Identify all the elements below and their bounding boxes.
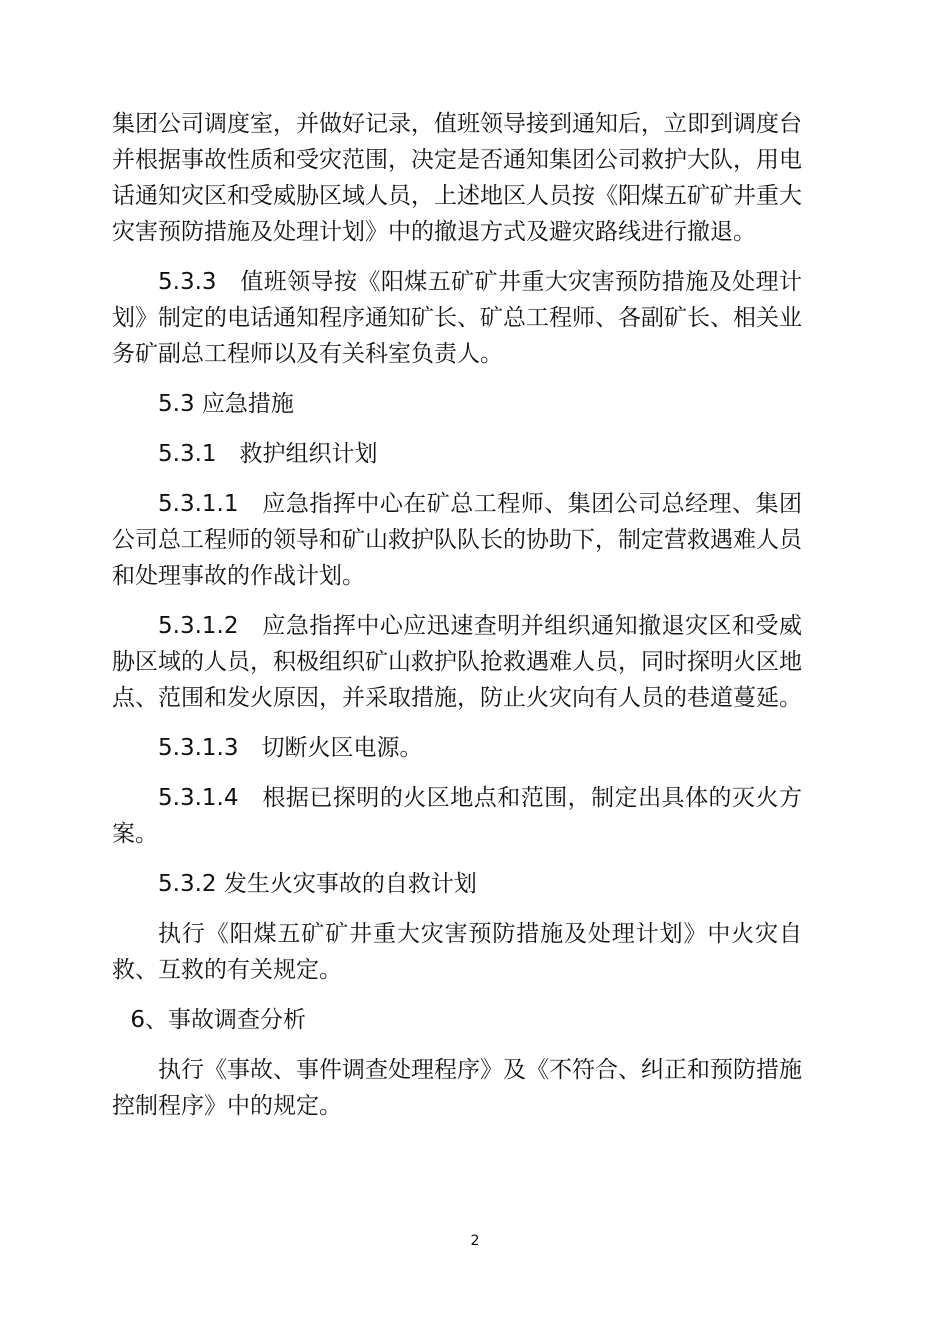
paragraph-5-3-3: 5.3.3 值班领导按《阳煤五矿矿井重大灾害预防措施及处理计划》制定的电话通知程序通知矿长、矿总工程师、各副矿长、相关业务矿副总工程师以及有关科室负责人。 <box>112 269 802 367</box>
paragraph-continuation: 集团公司调度室，并做好记录，值班领导接到通知后，立即到调度台并根据事故性质和受灾范围，决定是否通知集团公司救护大队，用电话通知灾区和受威胁区域人员，上述地区人员按《阳煤五矿矿井重大灾害预防措施及处理计划》中的撤退方式及避灾路线进行撤退。 <box>112 111 802 245</box>
paragraph-5-3-1-1: 5.3.1.1 应急指挥中心在矿总工程师、集团公司总经理、集团公司总工程师的领导和矿山救护队队长的协助下，制定营救遇难人员和处理事故的作战计划。 <box>112 491 802 589</box>
paragraph-5-3-1-3: 5.3.1.3 切断火区电源。 <box>158 735 423 761</box>
paragraph-5-3-1-2: 5.3.1.2 应急指挥中心应迅速查明并组织通知撤退灾区和受威胁区域的人员，积极组织矿山救护队抢救遇难人员，同时探明火区地点、范围和发火原因，并采取措施，防止火灾向有人员的巷道蔓延。 <box>112 613 802 711</box>
heading-5-3: 5.3 应急措施 <box>158 391 294 417</box>
heading-5-3-1: 5.3.1 救护组织计划 <box>158 441 378 467</box>
heading-section-6: 6、事故调查分析 <box>130 1007 307 1033</box>
document-body <box>112 106 802 1138</box>
page-number: 2 <box>470 1233 480 1249</box>
paragraph-5-3-1-4: 5.3.1.4 根据已探明的火区地点和范围，制定出具体的灭火方案。 <box>112 785 802 847</box>
paragraph-self-rescue: 执行《阳煤五矿矿井重大灾害预防措施及处理计划》中火灾自救、互救的有关规定。 <box>112 921 802 983</box>
paragraph-investigation: 执行《事故、事件调查处理程序》及《不符合、纠正和预防措施控制程序》中的规定。 <box>112 1057 802 1119</box>
heading-5-3-2: 5.3.2 发生火灾事故的自救计划 <box>158 871 477 897</box>
